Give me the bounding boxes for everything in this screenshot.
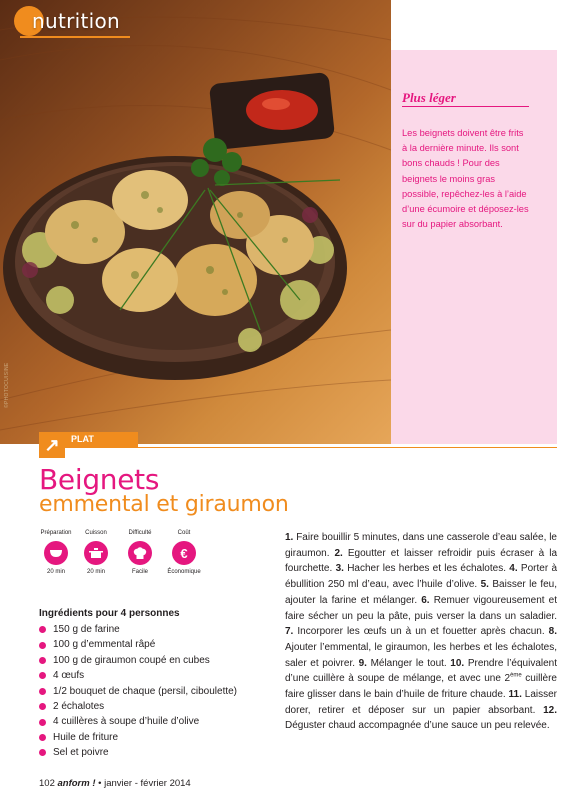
step-text: Prendre l’équivalent d’une cuillère à soupe de mélange, et avec une 2ème cuillère faire glisser dans le bain d’huile de friture chaude. xyxy=(285,657,558,701)
step-text: Hacher les herbes et les échalotes. xyxy=(347,563,506,575)
step-number: 4. xyxy=(509,563,518,575)
recipe-title: Beignets xyxy=(39,463,160,496)
step-text: Faire bouillir 5 minutes, dans une casserole d’eau salée, le giraumon. xyxy=(285,532,557,559)
info-difficulte xyxy=(118,530,162,575)
step-number: 10. xyxy=(450,657,465,669)
recipe-info xyxy=(34,530,202,586)
category-divider xyxy=(65,447,557,448)
ingredients-title: Ingrédients pour 4 personnes xyxy=(39,608,180,619)
ingredient-text: 100 g de giraumon coupé en cubes xyxy=(53,654,210,666)
ingredient-text: 4 cuillères à soupe d’huile d’olive xyxy=(53,716,200,728)
tip-title: Plus léger xyxy=(402,90,456,105)
tip-sidebar xyxy=(391,50,557,444)
step-text: Ajouter l’emmental, le giraumon, les herbes et les échalotes, saler et poivrer. xyxy=(285,641,557,669)
pot-icon xyxy=(84,541,108,565)
arrow-icon: ↗ xyxy=(39,432,65,458)
page-footer xyxy=(39,778,191,789)
step-text: Incorporer les œufs un à un et fouetter après chacun. xyxy=(297,626,545,638)
step-number: 1. xyxy=(285,532,294,543)
info-label: Préparation xyxy=(40,530,72,536)
ingredients-list xyxy=(39,608,259,761)
info-label: Difficulté xyxy=(128,530,152,536)
bullet-icon xyxy=(39,734,46,741)
ingredient-text: Huile de friture xyxy=(53,731,119,743)
info-value: Facile xyxy=(131,569,148,575)
bullet-icon xyxy=(39,626,46,633)
ingredient-item xyxy=(39,622,259,637)
step-number: 2. xyxy=(334,547,343,559)
step-number: 5. xyxy=(480,579,489,591)
bullet-icon xyxy=(39,703,46,710)
step-number: 12. xyxy=(543,704,557,716)
section-header xyxy=(0,8,140,34)
bullet-icon xyxy=(39,719,46,726)
ingredient-item xyxy=(39,668,259,683)
info-cuisson xyxy=(74,530,118,575)
step-text: Laisser dorer, retirer et déposer sur un papier absorbant. xyxy=(285,689,558,716)
info-label: Cuisson xyxy=(85,530,107,536)
bullet-icon xyxy=(39,749,46,756)
ingredient-item xyxy=(39,730,259,745)
tip-divider xyxy=(402,106,529,107)
info-value: Économique xyxy=(167,569,201,575)
ingredient-text: 150 g de farine xyxy=(53,624,120,635)
step-text: Mélanger le tout. xyxy=(370,657,447,669)
ingredient-text: 2 échalotes xyxy=(53,700,105,712)
beignets-illustration xyxy=(0,0,391,444)
euro-icon: € xyxy=(172,541,196,565)
ingredient-text: Sel et poivre xyxy=(53,747,109,759)
step-number: 11. xyxy=(508,689,522,701)
info-cout xyxy=(162,530,206,575)
step-number: 8. xyxy=(548,626,558,638)
info-value: 20 min xyxy=(86,569,105,575)
step-text: Baisser le feu, ajouter la farine et mélanger. xyxy=(285,579,557,606)
chef-hat-icon xyxy=(128,541,152,565)
magazine-brand: anform ! xyxy=(57,778,96,789)
ingredient-text: 1/2 bouquet de chaque (persil, ciboulette) xyxy=(53,685,238,697)
ingredient-item xyxy=(39,699,259,714)
info-label: Coût xyxy=(177,530,191,536)
section-label: nutrition xyxy=(32,9,120,33)
ingredient-text: 4 œufs xyxy=(53,670,85,682)
step-number: 3. xyxy=(335,563,344,575)
ingredient-item xyxy=(39,714,259,729)
ingredient-item xyxy=(39,653,259,668)
bullet-icon xyxy=(39,672,46,679)
tip-text: Les beignets doivent être frits à la dernière minute. Ils sont bons chauds ! Pour des beignets le moins gras possible, repêchez-les à l’aide d’une écumoire et déposez-les sur du papier absorbant. xyxy=(402,128,529,230)
ingredient-text: 100 g d’emmental râpé xyxy=(53,639,156,651)
ingredient-item xyxy=(39,684,259,699)
bullet-icon xyxy=(39,688,46,695)
step-number: 6. xyxy=(421,594,430,606)
info-value: 20 min xyxy=(46,569,65,575)
page-number: 102 xyxy=(39,778,55,789)
step-text: Déguster chaud accompagnée d’une sauce un peu relevée. xyxy=(285,720,550,732)
step-text: Remuer vigoureusement et faire sécher un peu la pâte, puis verser la dans un saladier. xyxy=(285,594,557,622)
bullet-icon xyxy=(39,642,46,649)
step-text: Egoutter et laisser refroidir puis écraser à la fourchette. xyxy=(285,547,558,575)
section-underline xyxy=(20,36,130,38)
category-badge: PLAT xyxy=(65,432,138,447)
step-number: 7. xyxy=(285,626,294,638)
bullet-icon xyxy=(39,657,46,664)
preparation-steps xyxy=(285,530,557,734)
issue-date: • janvier - février 2014 xyxy=(98,778,191,789)
step-number: 9. xyxy=(358,657,367,669)
ingredient-item xyxy=(39,637,259,652)
photo-credit: ©PHOTOCUISINE xyxy=(4,362,10,408)
step-text: Porter à ébullition 250 ml d’eau, avec l’huile d’olive. xyxy=(285,563,558,591)
ingredient-item xyxy=(39,745,259,760)
recipe-photo xyxy=(0,0,391,444)
recipe-subtitle: emmental et giraumon xyxy=(39,492,289,517)
bowl-icon xyxy=(44,541,68,565)
info-preparation xyxy=(34,530,78,575)
